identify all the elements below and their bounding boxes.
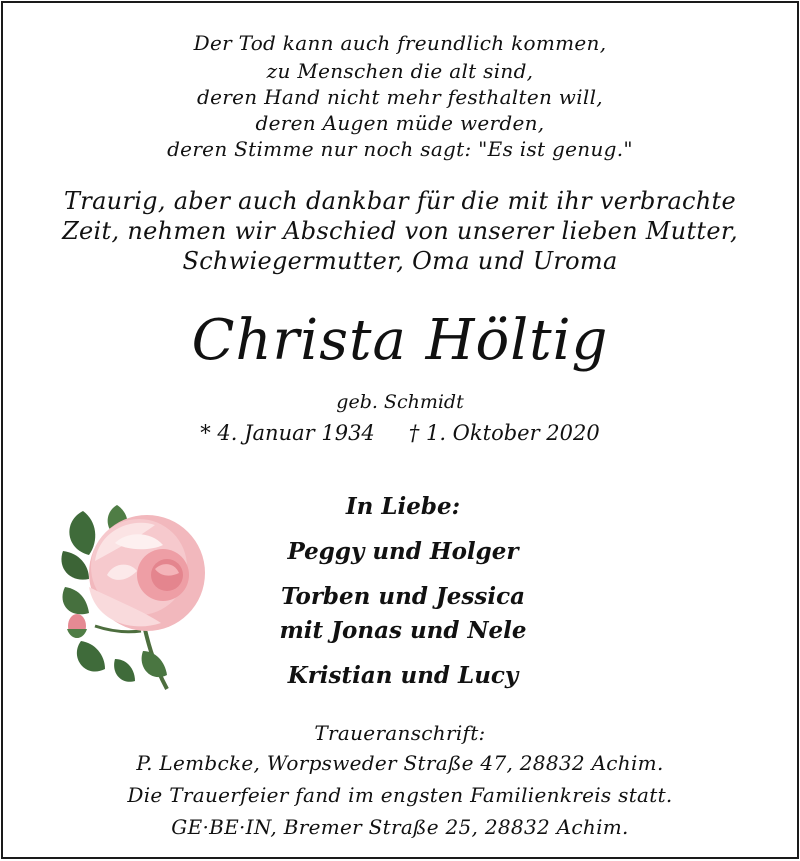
intro-line-2: Zeit, nehmen wir Abschied von unserer lieben Mutter, bbox=[62, 217, 738, 245]
intro-line-3: Schwiegermutter, Oma und Uroma bbox=[182, 247, 618, 275]
birth-date: * 4. Januar 1934 bbox=[200, 421, 375, 445]
mourner-line-1: Peggy und Holger bbox=[287, 538, 519, 565]
mourner-line-4: Kristian und Lucy bbox=[287, 662, 519, 689]
poem-line-2: zu Menschen die alt sind, bbox=[266, 59, 534, 83]
service-note: Die Trauerfeier fand im engsten Familienkreis statt. bbox=[127, 783, 673, 807]
mourner-line-2: Torben und Jessica bbox=[281, 583, 525, 610]
life-dates bbox=[3, 421, 797, 445]
intro-line-1: Traurig, aber auch dankbar für die mit ihr verbrachte bbox=[63, 187, 736, 215]
address-line: P. Lembcke, Worpsweder Straße 47, 28832 Achim. bbox=[136, 751, 664, 775]
address-heading: Traueranschrift: bbox=[314, 721, 486, 745]
death-date: † 1. Oktober 2020 bbox=[408, 421, 600, 445]
rose-icon bbox=[55, 491, 215, 696]
mourner-line-3: mit Jonas und Nele bbox=[279, 617, 527, 644]
poem-line-4: deren Augen müde werden, bbox=[255, 111, 545, 135]
poem-line-3: deren Hand nicht mehr festhalten will, bbox=[197, 85, 603, 109]
birth-name: geb. Schmidt bbox=[336, 391, 464, 413]
deceased-name: Christa Höltig bbox=[191, 308, 609, 373]
mourners-heading: In Liebe: bbox=[345, 493, 461, 520]
obituary-notice bbox=[1, 1, 799, 859]
poem-line-1: Der Tod kann auch freundlich kommen, bbox=[193, 31, 607, 55]
funeral-home: GE·BE·IN, Bremer Straße 25, 28832 Achim. bbox=[171, 815, 629, 839]
poem-line-5: deren Stimme nur noch sagt: "Es ist genug." bbox=[167, 137, 633, 161]
